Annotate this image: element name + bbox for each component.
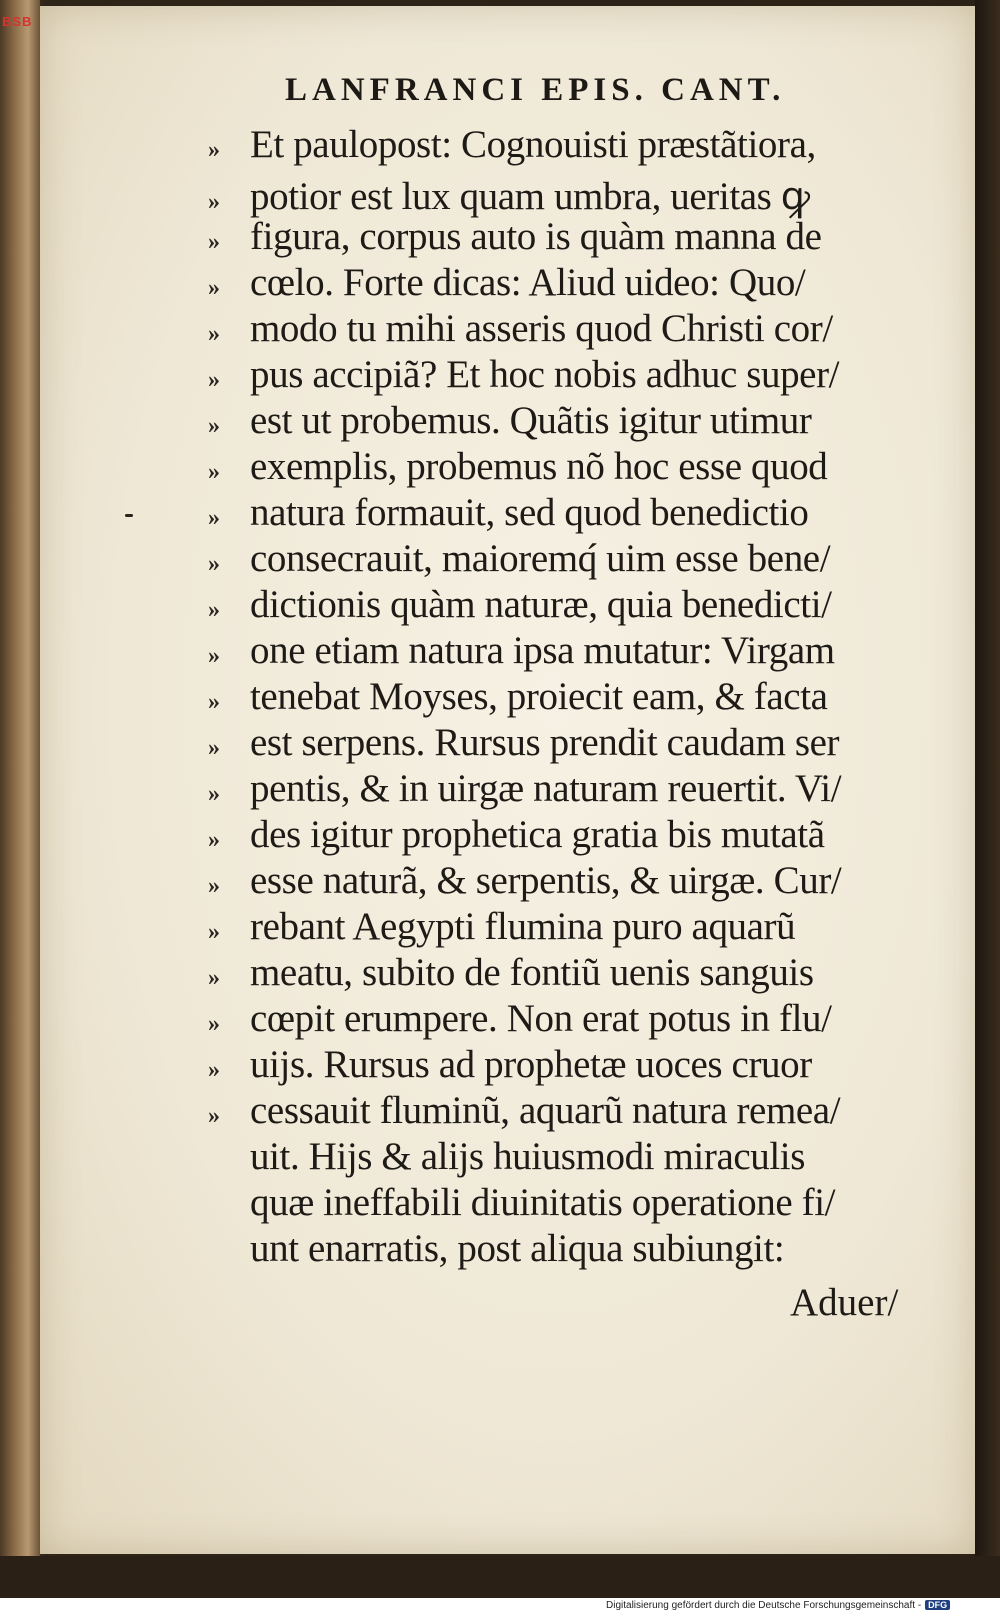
line-text: uijs. Rursus ad prophetæ uoces cruor: [250, 1043, 812, 1086]
line-text: pentis, & in uirgæ naturam reuertit. Vi/: [250, 767, 842, 810]
text-line: [208, 1088, 928, 1134]
text-line: [208, 904, 928, 950]
line-text: des igitur prophetica gratia bis mutatã: [250, 813, 825, 856]
text-line: [208, 536, 928, 582]
line-text: rebant Aegypti flumina puro aquarũ: [250, 905, 796, 948]
text-line: [208, 766, 928, 812]
quotation-marker: »: [208, 413, 220, 439]
quotation-marker: »: [208, 367, 220, 393]
quotation-marker: »: [208, 781, 220, 807]
quotation-marker: »: [208, 137, 220, 163]
line-text: natura formauit, sed quod benedictio: [250, 491, 809, 534]
digitization-credit: [606, 1600, 950, 1611]
text-line: [208, 996, 928, 1042]
quotation-marker: »: [208, 275, 220, 301]
book-edge-left: [0, 0, 40, 1560]
line-text: Et paulopost: Cognouisti præstãtiora,: [250, 123, 816, 166]
line-text: meatu, subito de fontiũ uenis sanguis: [250, 951, 814, 994]
text-line: [208, 214, 928, 260]
line-text: modo tu mihi asseris quod Christi cor/: [250, 307, 833, 350]
text-line: [208, 168, 928, 218]
quotation-marker: »: [208, 919, 220, 945]
running-head: LANFRANCI EPIS. CANT.: [285, 72, 786, 108]
line-text: exemplis, probemus nõ hoc esse quod: [250, 445, 828, 488]
line-text: cessauit fluminũ, aquarũ natura remea/: [250, 1089, 841, 1132]
ink-speck: [125, 514, 133, 517]
text-line: [208, 674, 928, 720]
text-line: [208, 398, 928, 444]
text-line: [208, 1226, 928, 1272]
text-line: [208, 628, 928, 674]
quotation-marker: »: [208, 505, 220, 531]
catchword: Aduer/: [790, 1281, 899, 1324]
quotation-marker: »: [208, 965, 220, 991]
line-text: quæ ineffabili diuinitatis operatione fi/: [250, 1181, 836, 1224]
credit-text: Digitalisierung gefördert durch die Deutsche Forschungsgemeinschaft -: [606, 1600, 922, 1611]
quotation-marker: »: [208, 1057, 220, 1083]
scan-bottom-band: [0, 1556, 1000, 1598]
quotation-marker: »: [208, 689, 220, 715]
quotation-marker: »: [208, 1103, 220, 1129]
line-text: esse naturã, & serpentis, & uirgæ. Cur/: [250, 859, 842, 902]
quotation-marker: »: [208, 827, 220, 853]
text-block: [208, 122, 928, 1272]
quotation-marker: »: [208, 735, 220, 761]
quotation-marker: »: [208, 873, 220, 899]
text-line: [208, 1134, 928, 1180]
library-mark: BSB: [2, 14, 33, 29]
text-line: [208, 858, 928, 904]
quotation-marker: »: [208, 229, 220, 255]
text-line: [208, 720, 928, 766]
text-line: [208, 582, 928, 628]
text-line: [208, 490, 928, 536]
text-line: [208, 1180, 928, 1226]
text-line: [208, 122, 928, 168]
quotation-marker: »: [208, 321, 220, 347]
dfg-logo-badge: DFG: [925, 1600, 950, 1610]
text-line: [208, 306, 928, 352]
text-line: [208, 950, 928, 996]
quotation-marker: »: [208, 189, 220, 215]
text-line: [208, 260, 928, 306]
line-text: consecrauit, maioremq́ uim esse bene/: [250, 537, 831, 580]
text-line: [208, 812, 928, 858]
text-line: [208, 444, 928, 490]
text-line: [208, 1042, 928, 1088]
line-text: unt enarratis, post aliqua subiungit:: [250, 1227, 785, 1270]
line-text: uit. Hijs & alijs huiusmodi miraculis: [250, 1135, 806, 1178]
line-text: est ut probemus. Quãtis igitur utimur: [250, 399, 812, 442]
line-text: potior est lux quam umbra, ueritas ꝙ: [250, 175, 810, 218]
line-text: one etiam natura ipsa mutatur: Virgam: [250, 629, 835, 672]
quotation-marker: »: [208, 459, 220, 485]
line-text: cœpit erumpere. Non erat potus in flu/: [250, 997, 832, 1040]
line-text: tenebat Moyses, proiecit eam, & facta: [250, 675, 828, 718]
quotation-marker: »: [208, 551, 220, 577]
line-text: cœlo. Forte dicas: Aliud uideo: Quo/: [250, 261, 806, 304]
quotation-marker: »: [208, 1011, 220, 1037]
line-text: pus accipiã? Et hoc nobis adhuc super/: [250, 353, 840, 396]
book-edge-right: [975, 0, 1000, 1560]
line-text: figura, corpus auto is quàm manna de: [250, 215, 822, 258]
text-line: [208, 352, 928, 398]
line-text: dictionis quàm naturæ, quia benedicti/: [250, 583, 832, 626]
quotation-marker: »: [208, 597, 220, 623]
quotation-marker: »: [208, 643, 220, 669]
line-text: est serpens. Rursus prendit caudam ser: [250, 721, 840, 764]
